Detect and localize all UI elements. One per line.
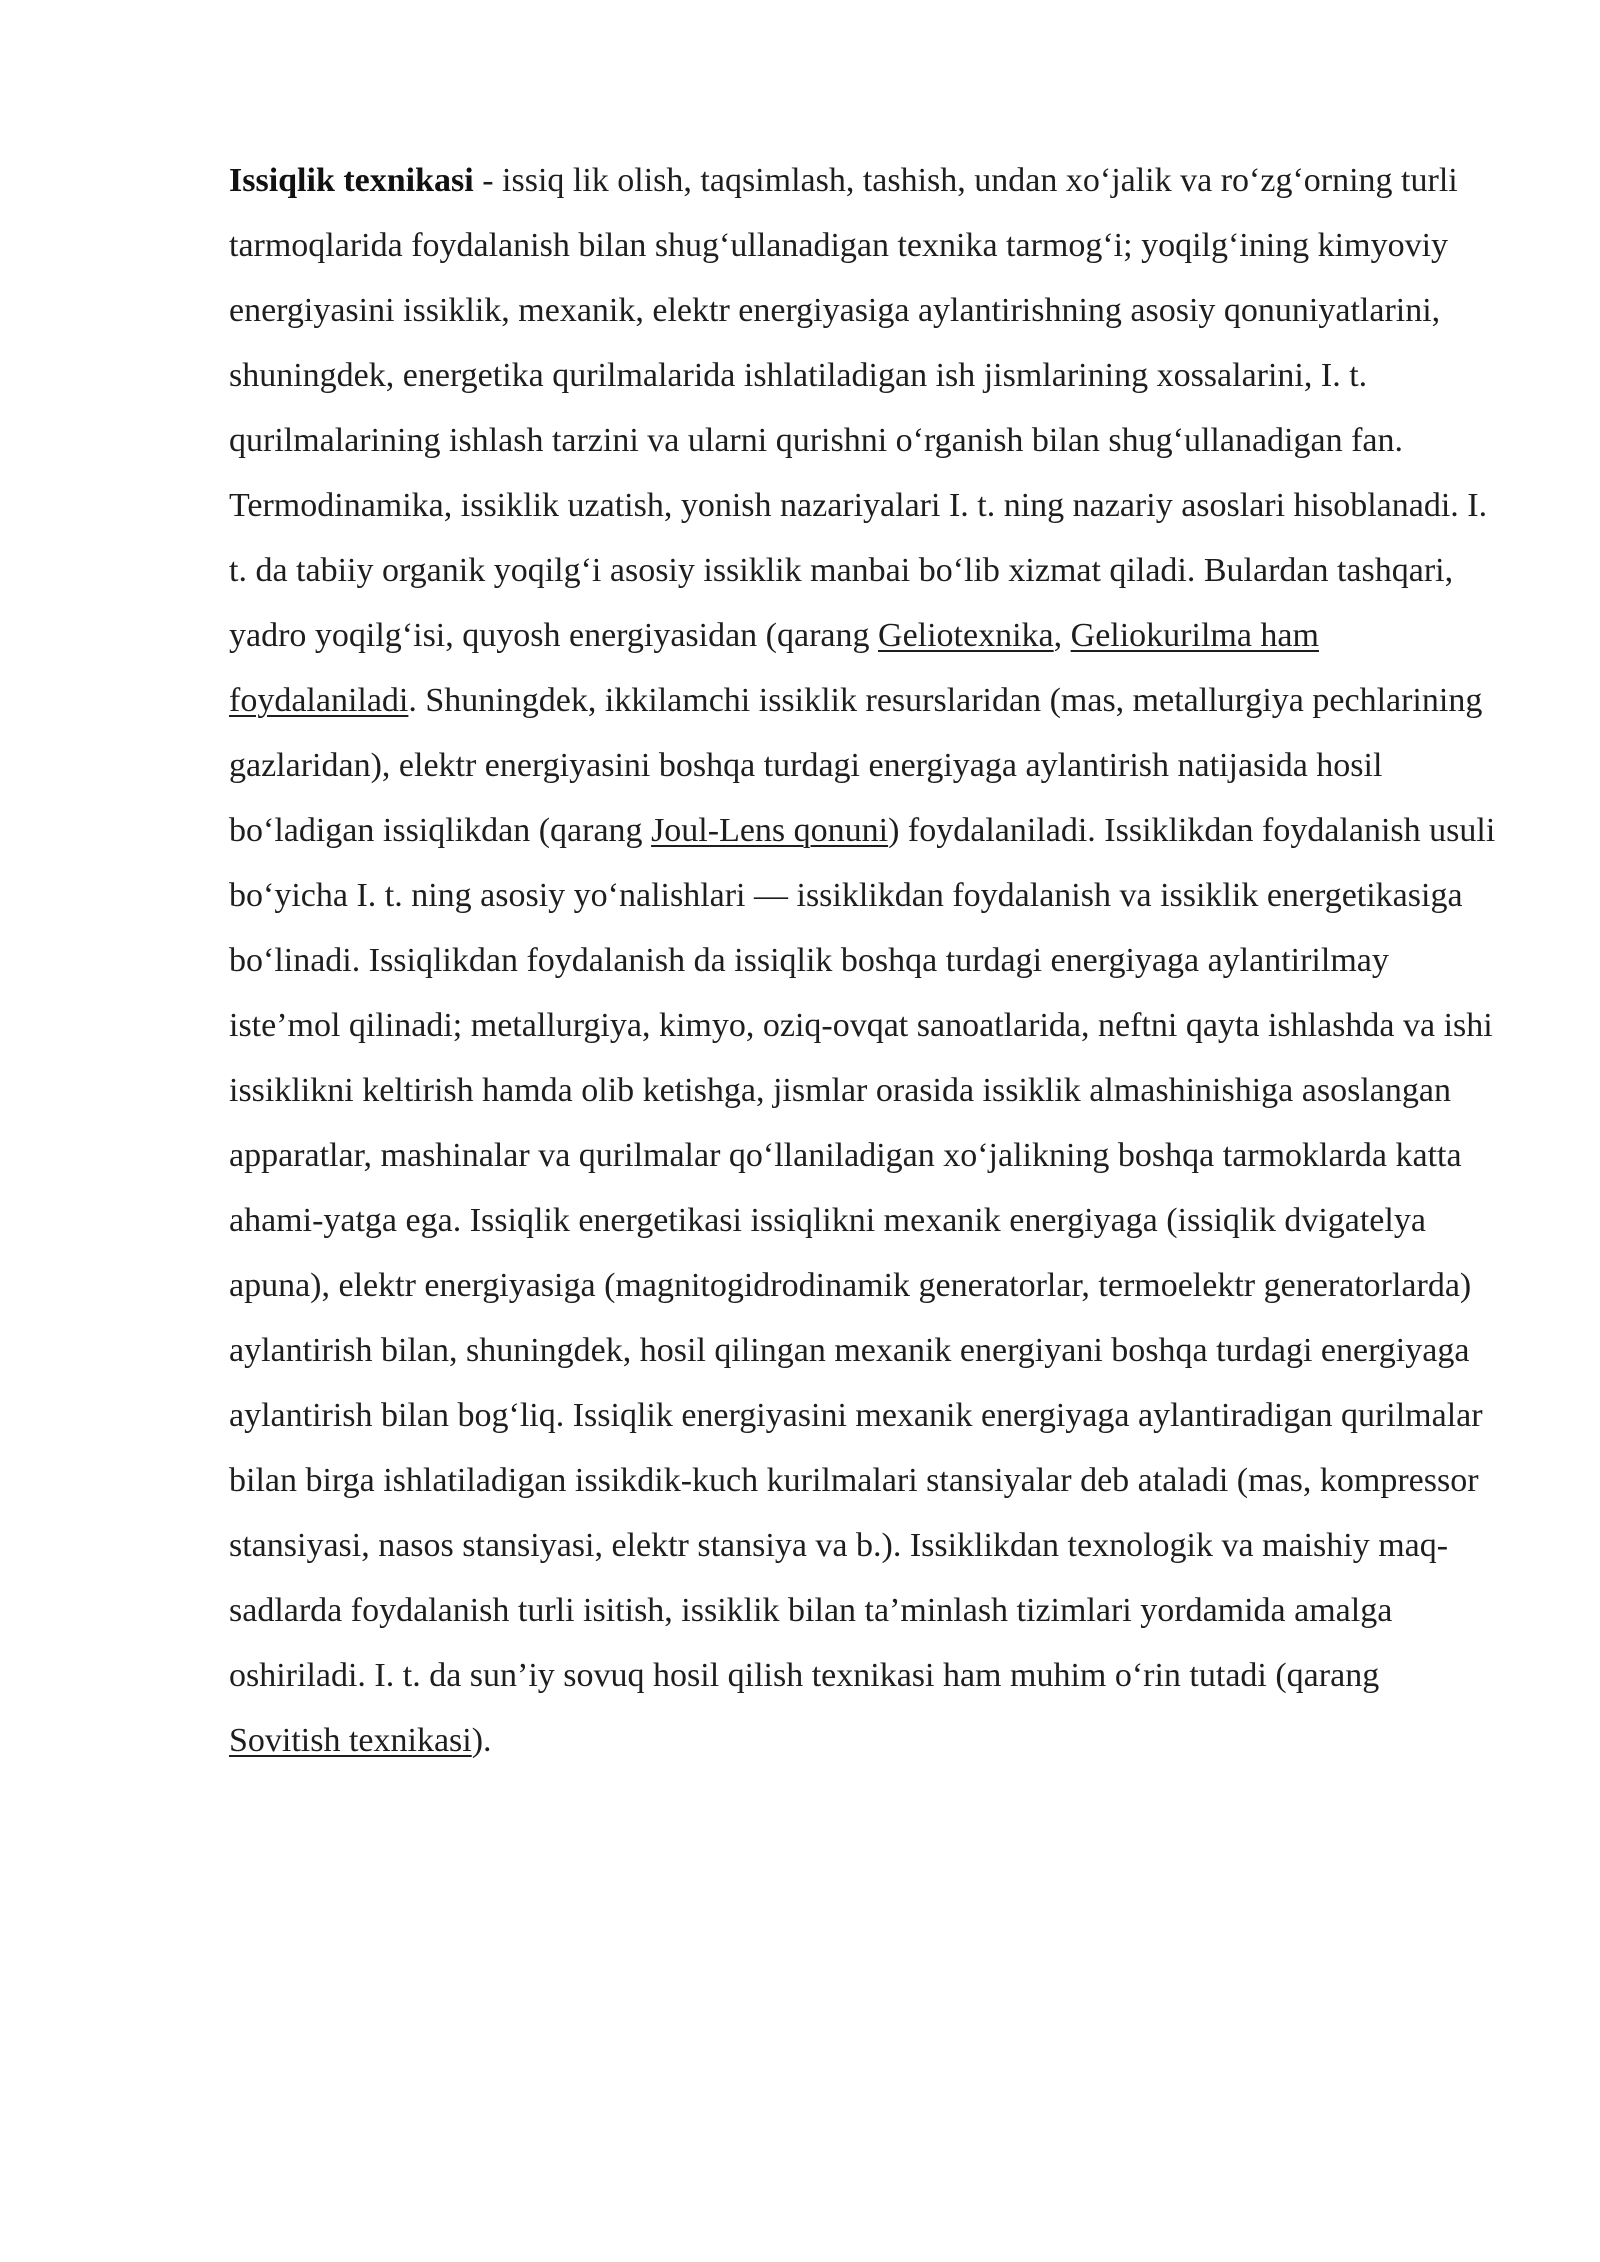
link-geliotexnika[interactable]: Geliotexnika <box>878 617 1054 654</box>
article-term: Issiqlik texnikasi <box>229 162 474 199</box>
article-text-segment: ) foydalaniladi. Issiklikdan foydalanish usuli bo‘yicha I. t. ning asosiy yo‘nalishlari — issiklikdan foydalanish va issiklik energetikasiga bo‘linadi. Issiqlikdan foydalanish da issiqlik boshqa turdagi energiyaga aylantirilmay iste’mol qilinadi; metallurgiya, kimyo, oziq-ovqat sanoatlarida, neftni qayta ishlashda va ishi issiklikni keltirish hamda olib ketishga, jismlar orasida issiklik almashinishiga asoslangan apparatlar, mashinalar va qurilmalar qo‘llaniladigan xo‘jalikning boshqa tarmoklarda katta ahami-yatga ega. Issiqlik energetikasi issiqlikni mexanik energiyaga (issiqlik dvigatelya apuna), elektr energiyasiga (magnitogidrodinamik generatorlar, termoelektr generatorlarda) aylantirish bilan, shuningdek, hosil qilingan mexanik energiyani boshqa turdagi energiyaga aylantirish bilan bog‘liq. Issiqlik energiyasini mexanik energiyaga aylantiradigan qurilmalar bilan birga ishlatiladigan issikdik-kuch kurilmalari stansiyalar deb ataladi (mas, kompressor stansiyasi, nasos stansiyasi, elektr stansiya va b.). Issiklikdan texnologik va maishiy maq-sadlarda foydalanish turli isitish, issiklik bilan ta’minlash tizimlari yordamida amalga oshiriladi. I. t. da sun’iy sovuq hosil qilish texnikasi ham muhim o‘rin tutadi (qarang <box>229 812 1496 1694</box>
article-text-segment: . Shuningdek, ikkilamchi issiklik resurslaridan (mas, metallurgiya pechlarining gazlaridan), elektr energiyasini boshqa turdagi energiyaga aylantirish natijasida hosil bo‘ladigan issiqlikdan (qarang <box>229 682 1483 849</box>
link-geliokurilma[interactable]: Geliokurilma ham foydalaniladi <box>229 617 1319 719</box>
article-text-segment: , <box>1053 617 1071 654</box>
article-text-segment: ). <box>471 1722 492 1759</box>
link-sovitish-texnikasi[interactable]: Sovitish texnikasi <box>229 1722 472 1759</box>
link-joul-lens-qonuni[interactable]: Joul-Lens qonuni <box>651 812 889 849</box>
article-paragraph <box>229 148 1497 1773</box>
article-text-segment: - issiq lik olish, taqsimlash, tashish, undan xo‘jalik va ro‘zg‘orning turli tarmoqlarida foydalanish bilan shug‘ullanadigan texnika tarmog‘i; yoqilg‘ining kimyoviy energiyasini issiklik, mexanik, elektr energiyasiga aylantirishning asosiy qonuniyatlarini, shuningdek, energetika qurilmalarida ishlatiladigan ish jismlarining xossalarini, I. t. qurilmalarining ishlash tarzini va ularni qurishni o‘rganish bilan shug‘ullanadigan fan. Termodinamika, issiklik uzatish, yonish nazariyalari I. t. ning nazariy asoslari hisoblanadi. I. t. da tabiiy organik yoqilg‘i asosiy issiklik manbai bo‘lib xizmat qiladi. Bulardan tashqari, yadro yoqilg‘isi, quyosh energiyasidan (qarang <box>229 162 1488 654</box>
